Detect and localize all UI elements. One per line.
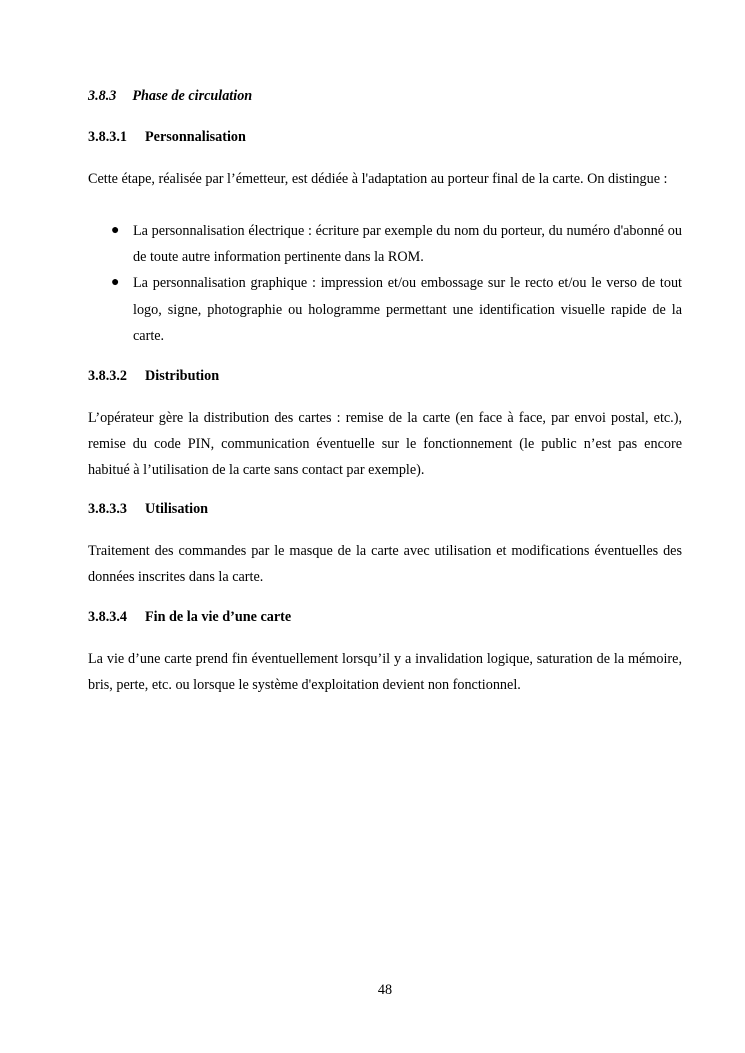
personnalisation-intro: Cette étape, réalisée par l’émetteur, est dédiée à l'adaptation au porteur final de la carte. On distingue :	[88, 171, 668, 187]
bullet-icon: ●	[111, 223, 120, 238]
subsection-title: Personnalisation	[145, 129, 246, 145]
page-number: 48	[377, 982, 393, 998]
bullet-icon: ●	[111, 275, 120, 291]
subsection-number: 3.8.3.4	[88, 609, 128, 625]
subsection-heading-distribution	[88, 368, 219, 385]
subsection-title: Fin de la vie d’une carte	[145, 609, 292, 625]
section-number: 3.8.3	[88, 88, 117, 104]
subsection-number: 3.8.3.3	[88, 501, 128, 517]
subsection-number: 3.8.3.1	[88, 129, 128, 145]
fin-de-vie-paragraph: La vie d’une carte prend fin éventuellement lorsqu’il y a invalidation logique, saturation de la mémoire, bris, perte, etc. ou lorsque le système d'exploitation devient non fonctionnel.	[88, 651, 682, 694]
distribution-paragraph: L’opérateur gère la distribution des cartes : remise de la carte (en face à face, par envoi postal, etc.), remise du code PIN, communication éventuelle sur le fonctionnement (le public n’est pas encore habitué à l’utilisation de la carte sans contact par exemple).	[88, 410, 682, 479]
subsection-title: Utilisation	[145, 501, 209, 517]
bullet-text: La personnalisation graphique : impression et/ou embossage sur le recto et/ou le verso de tout logo, signe, photographie ou hologramme permettant une identification visuelle rapide de la carte.	[133, 275, 682, 344]
subsection-heading-personnalisation	[88, 129, 246, 146]
subsection-heading-utilisation	[88, 501, 208, 518]
bullet-item-graphique	[88, 270, 682, 349]
utilisation-paragraph: Traitement des commandes par le masque de la carte avec utilisation et modifications éventuelles des données inscrites dans la carte.	[88, 543, 682, 586]
subsection-title: Distribution	[145, 368, 220, 384]
bullet-text: La personnalisation électrique : écriture par exemple du nom du porteur, du numéro d'abonné ou de toute autre information pertinente dans la ROM.	[133, 223, 682, 266]
subsection-heading-fin-de-vie	[88, 609, 291, 626]
section-heading	[88, 88, 252, 105]
document-page	[88, 0, 682, 1053]
subsection-number: 3.8.3.2	[88, 368, 128, 384]
bullet-item-electrique	[88, 218, 682, 270]
section-title: Phase de circulation	[132, 88, 253, 104]
personnalisation-bullet-list	[88, 218, 682, 349]
